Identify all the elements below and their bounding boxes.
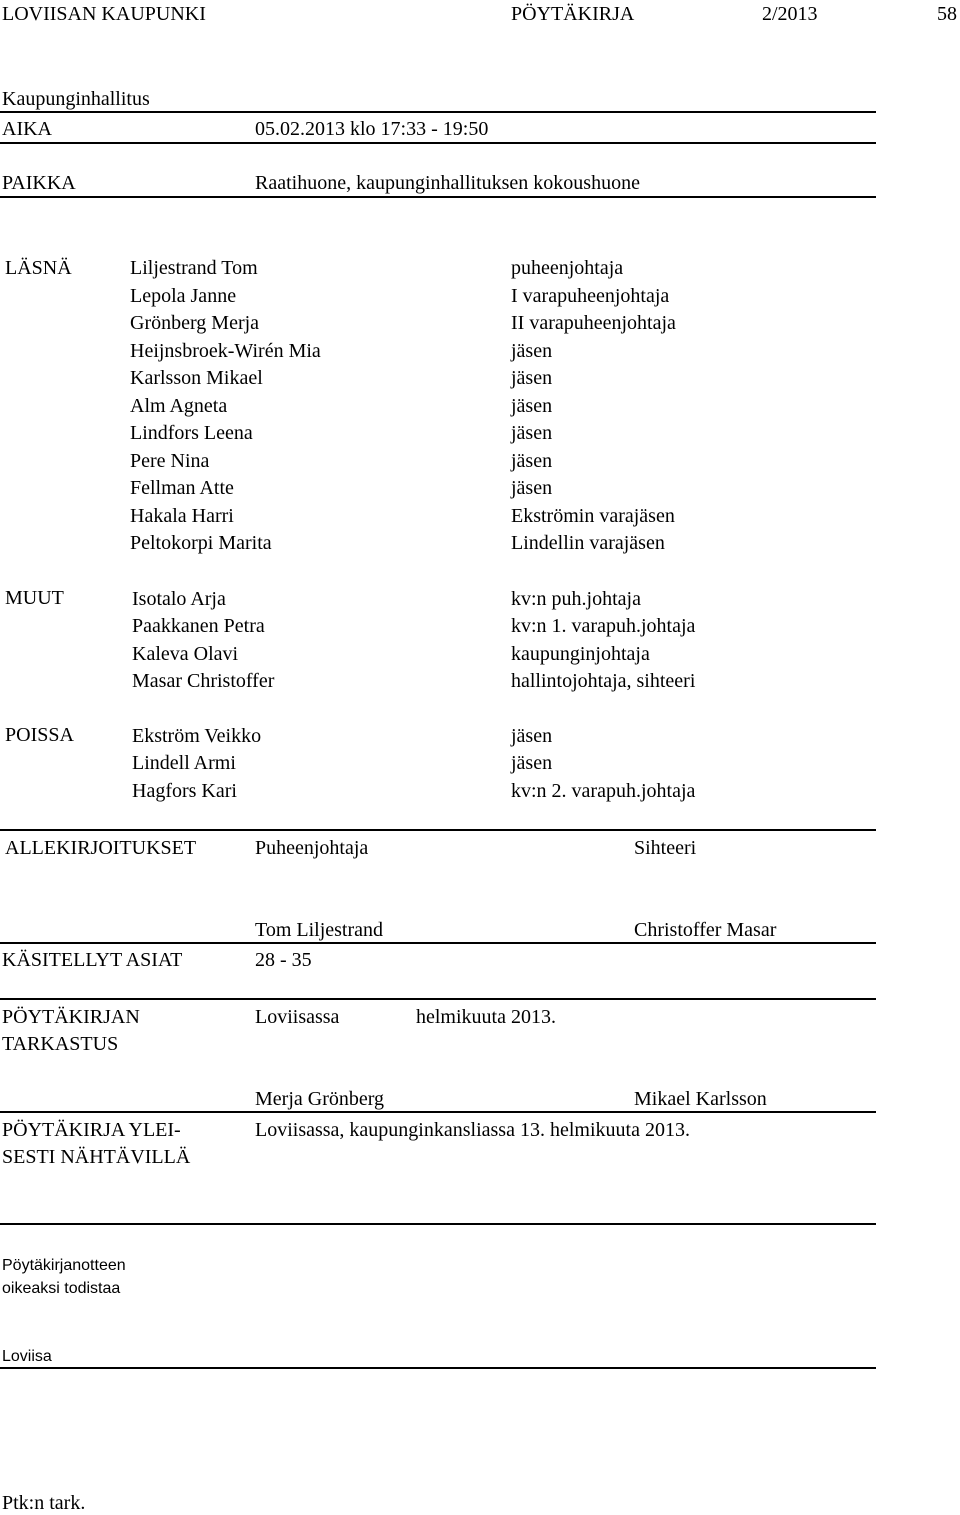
attendee-role: jäsen bbox=[511, 422, 553, 444]
attendee-role: I varapuheenjohtaja bbox=[511, 285, 670, 307]
kasitellyt-value: 28 - 35 bbox=[255, 949, 312, 971]
absent-role: jäsen bbox=[511, 752, 553, 774]
divider bbox=[0, 1223, 876, 1225]
paikka-value: Raatihuone, kaupunginhallituksen kokoushuone bbox=[255, 172, 640, 194]
signatures-label: ALLEKIRJOITUKSET bbox=[5, 837, 197, 859]
other-name: Masar Christoffer bbox=[132, 670, 275, 692]
attendee-role: jäsen bbox=[511, 340, 553, 362]
other-name: Paakkanen Petra bbox=[132, 615, 265, 637]
tarkastus-place: Loviisassa bbox=[255, 1006, 340, 1028]
chair-title: Puheenjohtaja bbox=[255, 837, 369, 859]
divider bbox=[0, 1111, 876, 1113]
other-role: hallintojohtaja, sihteeri bbox=[511, 670, 696, 692]
attendee-name: Grönberg Merja bbox=[130, 312, 260, 334]
attendee-name: Liljestrand Tom bbox=[130, 257, 258, 279]
absent-role: jäsen bbox=[511, 725, 553, 747]
kasitellyt-label: KÄSITELLYT ASIAT bbox=[2, 949, 183, 971]
other-name: Isotalo Arja bbox=[132, 588, 226, 610]
attendee-role: puheenjohtaja bbox=[511, 257, 624, 279]
divider bbox=[0, 1367, 876, 1369]
divider bbox=[0, 142, 876, 144]
attendee-role: jäsen bbox=[511, 477, 553, 499]
tarkastus-label: PÖYTÄKIRJAN bbox=[2, 1006, 140, 1028]
nahtavilla-value: Loviisassa, kaupunginkansliassa 13. helmikuuta 2013. bbox=[255, 1119, 690, 1141]
divider bbox=[0, 111, 876, 113]
ptk-tark-label: Ptk:n tark. bbox=[2, 1492, 86, 1514]
tarkastus-label: TARKASTUS bbox=[2, 1033, 119, 1055]
nahtavilla-label: SESTI NÄHTÄVILLÄ bbox=[2, 1146, 191, 1168]
other-name: Kaleva Olavi bbox=[132, 643, 239, 665]
poissa-label: POISSA bbox=[5, 724, 74, 746]
attendee-name: Alm Agneta bbox=[130, 395, 228, 417]
attendee-name: Lindfors Leena bbox=[130, 422, 253, 444]
lasna-label: LÄSNÄ bbox=[5, 257, 72, 279]
divider bbox=[0, 998, 876, 1000]
divider bbox=[0, 942, 876, 944]
attendee-name: Pere Nina bbox=[130, 450, 210, 472]
attendee-role: jäsen bbox=[511, 450, 553, 472]
header-doc-type: PÖYTÄKIRJA bbox=[511, 3, 635, 25]
absent-name: Hagfors Kari bbox=[132, 780, 237, 802]
footer-city: Loviisa bbox=[2, 1348, 52, 1365]
nahtavilla-label: PÖYTÄKIRJA YLEI- bbox=[2, 1119, 181, 1141]
other-role: kaupunginjohtaja bbox=[511, 643, 650, 665]
header-number: 2/2013 bbox=[762, 3, 818, 25]
absent-role: kv:n 2. varapuh.johtaja bbox=[511, 780, 696, 802]
attendee-name: Heijnsbroek-Wirén Mia bbox=[130, 340, 321, 362]
attendee-role: II varapuheenjohtaja bbox=[511, 312, 676, 334]
header-page-number: 58 bbox=[937, 3, 957, 25]
tarkastus-date: helmikuuta 2013. bbox=[416, 1006, 556, 1028]
attendee-role: Ekströmin varajäsen bbox=[511, 505, 675, 527]
checker-name: Mikael Karlsson bbox=[634, 1088, 767, 1110]
secretary-name: Christoffer Masar bbox=[634, 919, 777, 941]
aika-label: AIKA bbox=[2, 118, 52, 140]
attendee-name: Peltokorpi Marita bbox=[130, 532, 272, 554]
header-org: LOVIISAN KAUPUNKI bbox=[2, 3, 206, 25]
chair-name: Tom Liljestrand bbox=[255, 919, 384, 941]
body-name: Kaupunginhallitus bbox=[2, 88, 150, 110]
divider bbox=[0, 196, 876, 198]
checker-name: Merja Grönberg bbox=[255, 1088, 385, 1110]
attendee-name: Karlsson Mikael bbox=[130, 367, 263, 389]
attendee-role: Lindellin varajäsen bbox=[511, 532, 665, 554]
divider bbox=[0, 829, 876, 831]
attendee-name: Hakala Harri bbox=[130, 505, 234, 527]
attendee-role: jäsen bbox=[511, 367, 553, 389]
attendee-name: Fellman Atte bbox=[130, 477, 234, 499]
attendee-name: Lepola Janne bbox=[130, 285, 237, 307]
absent-name: Lindell Armi bbox=[132, 752, 236, 774]
extract-label: Pöytäkirjanotteen bbox=[2, 1257, 126, 1274]
muut-label: MUUT bbox=[5, 587, 64, 609]
paikka-label: PAIKKA bbox=[2, 172, 76, 194]
other-role: kv:n 1. varapuh.johtaja bbox=[511, 615, 696, 637]
extract-label: oikeaksi todistaa bbox=[2, 1280, 121, 1297]
absent-name: Ekström Veikko bbox=[132, 725, 262, 747]
other-role: kv:n puh.johtaja bbox=[511, 588, 641, 610]
aika-value: 05.02.2013 klo 17:33 - 19:50 bbox=[255, 118, 489, 140]
attendee-role: jäsen bbox=[511, 395, 553, 417]
secretary-title: Sihteeri bbox=[634, 837, 697, 859]
